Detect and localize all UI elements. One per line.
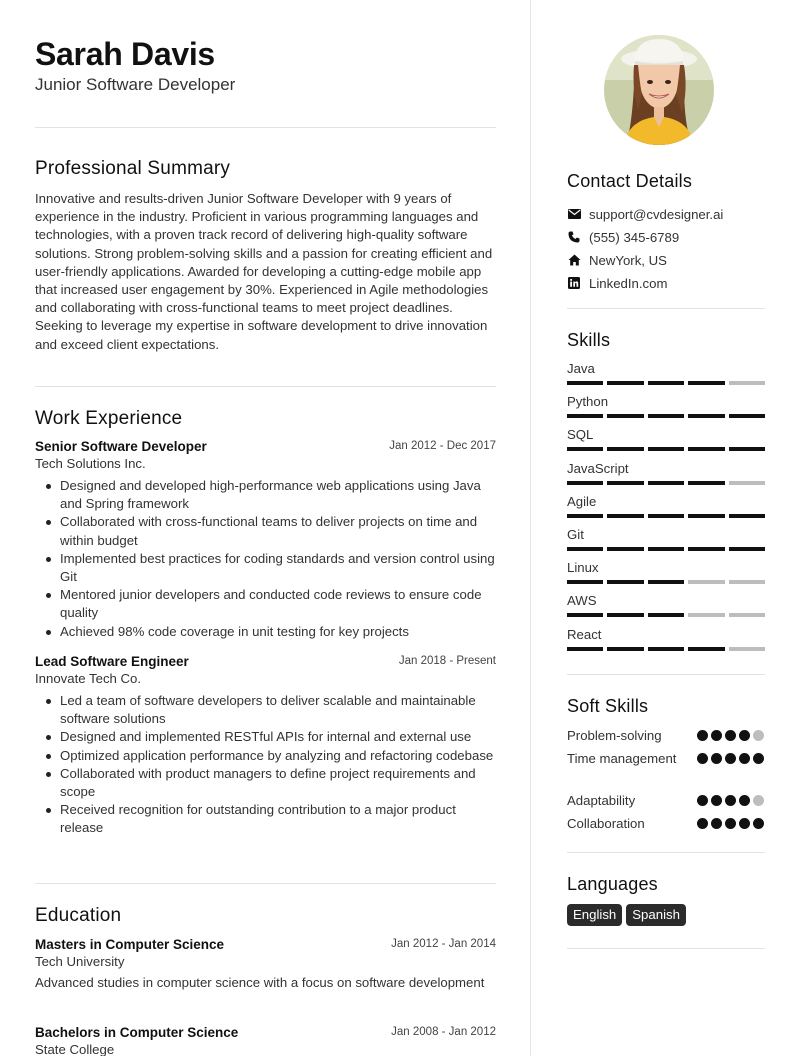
bullet-dot	[46, 772, 51, 777]
bullet-dot	[46, 630, 51, 635]
rating-dot	[711, 795, 722, 806]
phone-icon	[567, 230, 581, 244]
skill-level-segment	[567, 547, 603, 551]
rating-dot	[753, 753, 764, 764]
skill-level-segment	[729, 447, 765, 451]
skill-level-segment	[648, 580, 684, 584]
skill-level-segment	[648, 647, 684, 651]
languages-divider	[567, 948, 765, 949]
school-name: State College	[35, 1042, 115, 1056]
envelope-icon	[567, 207, 581, 221]
bullet-text: Achieved 98% code coverage in unit testing for key projects	[60, 623, 409, 639]
soft-skill-name: Time management	[567, 751, 677, 766]
skill-level-segment	[567, 613, 603, 617]
skill-level-segment	[688, 447, 724, 451]
bullet-dot	[46, 593, 51, 598]
contact-location	[567, 251, 765, 269]
bullet-dot	[46, 484, 51, 489]
skill-level-segment	[567, 514, 603, 518]
contact-title: Contact Details	[567, 171, 693, 191]
skills-divider	[567, 674, 765, 675]
list-item	[35, 550, 496, 586]
bullet-text: Led a team of software developers to deliver scalable and maintainable software solutions	[60, 693, 476, 727]
job-company: Innovate Tech Co.	[35, 671, 142, 686]
bullet-text: Implemented best practices for coding standards and version control using Git	[60, 550, 495, 585]
skill-level-segment	[607, 547, 643, 551]
soft-skills-title: Soft Skills	[567, 696, 649, 716]
skill-level-bar	[567, 547, 765, 551]
contact-linkedin-text: LinkedIn.com	[589, 275, 668, 291]
soft-skill-item	[567, 792, 765, 810]
degree-title: Masters in Computer Science	[35, 937, 225, 952]
summary-divider	[35, 386, 496, 387]
rating-dot	[697, 818, 708, 829]
skill-level-segment	[648, 481, 684, 485]
candidate-role: Junior Software Developer	[35, 75, 236, 94]
rating-dot	[725, 753, 736, 764]
degree-description: Advanced studies in computer science with a focus on software development	[35, 975, 485, 990]
rating-dot	[739, 730, 750, 741]
skill-level-segment	[729, 547, 765, 551]
skill-level-segment	[729, 514, 765, 518]
linkedin-icon	[567, 276, 581, 290]
bullet-text: Designed and implemented RESTful APIs for internal and external use	[60, 729, 472, 745]
rating-dot	[711, 730, 722, 741]
profile-photo	[604, 35, 714, 145]
summary-text: Innovative and results-driven Junior Software Developer with 9 years of experience in the industry. Proficient in various programming languages and technologies, with a proven track record of delivering high-quality software solutions. Strong problem-solving skills and a passion for creating efficient and user-friendly applications. Awarded for developing a cutting-edge mobile app that increased user engagement by 30%. Experienced in Agile methodologies and collaborating with cross-functional teams to meet project deadlines. Seeking to leverage my expertise in software development to drive innovation and exceed client expectations.	[35, 191, 493, 352]
skill-name: AWS	[567, 593, 597, 609]
bullet-dot	[46, 754, 51, 759]
skill-item	[567, 527, 765, 551]
soft-skill-rating	[697, 795, 764, 806]
bullet-text: Designed and developed high-performance web applications using Java and Spring framework	[60, 478, 481, 512]
skills-title: Skills	[567, 330, 611, 350]
soft-skills-divider	[567, 852, 765, 853]
list-item	[35, 623, 496, 641]
list-item	[35, 801, 496, 837]
skill-level-bar	[567, 481, 765, 485]
soft-skill-name: Collaboration	[567, 816, 645, 831]
rating-dot	[739, 818, 750, 829]
skill-level-segment	[648, 613, 684, 617]
skill-name: Agile	[567, 493, 597, 509]
rating-dot	[753, 730, 764, 741]
skill-level-segment	[688, 414, 724, 418]
bullet-text: Collaborated with cross-functional teams to deliver projects on time and within budget	[60, 514, 478, 548]
degree-title: Bachelors in Computer Science	[35, 1025, 239, 1040]
contact-divider	[567, 308, 765, 309]
skill-name: Python	[567, 394, 609, 410]
skill-level-segment	[648, 414, 684, 418]
list-item	[35, 765, 496, 801]
rating-dot	[753, 818, 764, 829]
bullet-dot	[46, 699, 51, 704]
profile-photo-illustration	[604, 35, 714, 145]
contact-phone[interactable]	[567, 228, 765, 246]
skill-name: Git	[567, 527, 584, 542]
skill-level-segment	[607, 514, 643, 518]
languages-list	[567, 904, 686, 926]
skill-item	[567, 627, 765, 651]
skill-level-segment	[688, 647, 724, 651]
bullet-text: Received recognition for outstanding contribution to a major product release	[60, 802, 456, 836]
rating-dot	[725, 795, 736, 806]
bullet-text: Mentored junior developers and conducted code reviews to ensure code quality	[60, 587, 482, 621]
soft-skill-rating	[697, 730, 764, 741]
skill-level-segment	[567, 414, 603, 418]
skill-level-segment	[567, 447, 603, 451]
skill-level-segment	[729, 481, 765, 485]
skill-level-segment	[567, 481, 603, 485]
job-entry	[35, 654, 496, 838]
experience-title: Work Experience	[35, 408, 183, 429]
skill-level-segment	[648, 447, 684, 451]
degree-dates: Jan 2012 - Jan 2014	[391, 938, 496, 950]
skill-name: SQL	[567, 427, 594, 443]
education-title: Education	[35, 905, 122, 926]
job-title: Senior Software Developer	[35, 439, 207, 454]
job-title: Lead Software Engineer	[35, 654, 189, 669]
soft-skill-name: Adaptability	[567, 793, 636, 808]
skill-level-segment	[688, 381, 724, 385]
header-divider	[35, 127, 496, 128]
skill-item	[567, 494, 765, 518]
bullet-dot	[46, 735, 51, 740]
home-icon	[567, 253, 581, 267]
column-divider	[530, 0, 531, 1056]
rating-dot	[753, 795, 764, 806]
bullet-text: Collaborated with product managers to define project requirements and scope	[60, 765, 476, 800]
skill-level-segment	[607, 580, 643, 584]
skill-name: JavaScript	[567, 460, 629, 476]
languages-title: Languages	[567, 874, 658, 894]
skill-level-segment	[729, 647, 765, 651]
job-bullets	[35, 692, 496, 838]
skill-level-segment	[729, 613, 765, 617]
skill-level-bar	[567, 381, 765, 385]
skill-level-bar	[567, 647, 765, 651]
list-item	[35, 477, 496, 513]
soft-skill-rating	[697, 753, 764, 764]
skill-item	[567, 427, 765, 451]
skill-level-segment	[688, 580, 724, 584]
job-dates: Jan 2012 - Dec 2017	[389, 440, 496, 452]
rating-dot	[725, 730, 736, 741]
contact-location-text: NewYork, US	[589, 252, 667, 268]
skill-level-bar	[567, 447, 765, 451]
skill-level-segment	[648, 514, 684, 518]
rating-dot	[711, 753, 722, 764]
skill-level-segment	[567, 647, 603, 651]
skill-level-segment	[567, 381, 603, 385]
skill-level-segment	[729, 580, 765, 584]
skill-level-segment	[607, 613, 643, 617]
school-name: Tech University	[35, 954, 125, 969]
soft-skill-item	[567, 750, 765, 768]
rating-dot	[739, 753, 750, 764]
education-entry	[35, 937, 496, 992]
rating-dot	[711, 818, 722, 829]
skill-level-segment	[607, 414, 643, 418]
contact-linkedin[interactable]	[567, 274, 765, 292]
list-item	[35, 747, 496, 765]
skill-item	[567, 394, 765, 418]
skill-level-segment	[607, 447, 643, 451]
skill-level-bar	[567, 580, 765, 584]
soft-skill-item	[567, 815, 765, 833]
soft-skill-name: Problem-solving	[567, 728, 662, 743]
contact-email[interactable]	[567, 205, 765, 223]
education-entry	[35, 1025, 496, 1056]
skill-level-segment	[607, 381, 643, 385]
list-item	[35, 692, 496, 728]
bullet-dot	[46, 557, 51, 562]
candidate-name: Sarah Davis	[35, 36, 215, 72]
skill-level-segment	[688, 547, 724, 551]
skill-level-segment	[688, 514, 724, 518]
skill-level-segment	[688, 613, 724, 617]
bullet-dot	[46, 808, 51, 813]
contact-phone-text: (555) 345-6789	[589, 229, 680, 245]
skill-level-bar	[567, 613, 765, 617]
rating-dot	[697, 753, 708, 764]
skill-level-segment	[648, 547, 684, 551]
skill-item	[567, 361, 765, 385]
bullet-text: Optimized application performance by analyzing and refactoring codebase	[60, 747, 494, 763]
skill-level-bar	[567, 514, 765, 518]
job-entry	[35, 439, 496, 641]
skill-item	[567, 593, 765, 617]
job-company: Tech Solutions Inc.	[35, 456, 146, 471]
job-bullets	[35, 477, 496, 641]
skill-level-segment	[729, 381, 765, 385]
job-dates: Jan 2018 - Present	[398, 655, 496, 667]
list-item	[35, 728, 496, 746]
language-tag: English	[567, 904, 622, 926]
skill-level-segment	[688, 481, 724, 485]
skill-item	[567, 560, 765, 584]
skill-level-segment	[648, 381, 684, 385]
contact-email-text: support@cvdesigner.ai	[589, 206, 724, 222]
skill-level-segment	[607, 647, 643, 651]
summary-title: Professional Summary	[35, 158, 231, 179]
language-tag: Spanish	[626, 904, 686, 926]
rating-dot	[697, 795, 708, 806]
experience-divider	[35, 883, 496, 884]
skill-level-segment	[607, 481, 643, 485]
skill-name: React	[567, 626, 602, 642]
skill-item	[567, 461, 765, 485]
degree-dates: Jan 2008 - Jan 2012	[391, 1026, 496, 1038]
list-item	[35, 586, 496, 622]
rating-dot	[725, 818, 736, 829]
soft-skill-rating	[697, 818, 764, 829]
soft-skill-item	[567, 727, 765, 745]
list-item	[35, 513, 496, 549]
bullet-dot	[46, 520, 51, 525]
skill-level-segment	[729, 414, 765, 418]
skill-level-bar	[567, 414, 765, 418]
skill-name: Linux	[567, 560, 599, 576]
rating-dot	[739, 795, 750, 806]
rating-dot	[697, 730, 708, 741]
skill-level-segment	[567, 580, 603, 584]
skill-name: Java	[567, 361, 595, 376]
